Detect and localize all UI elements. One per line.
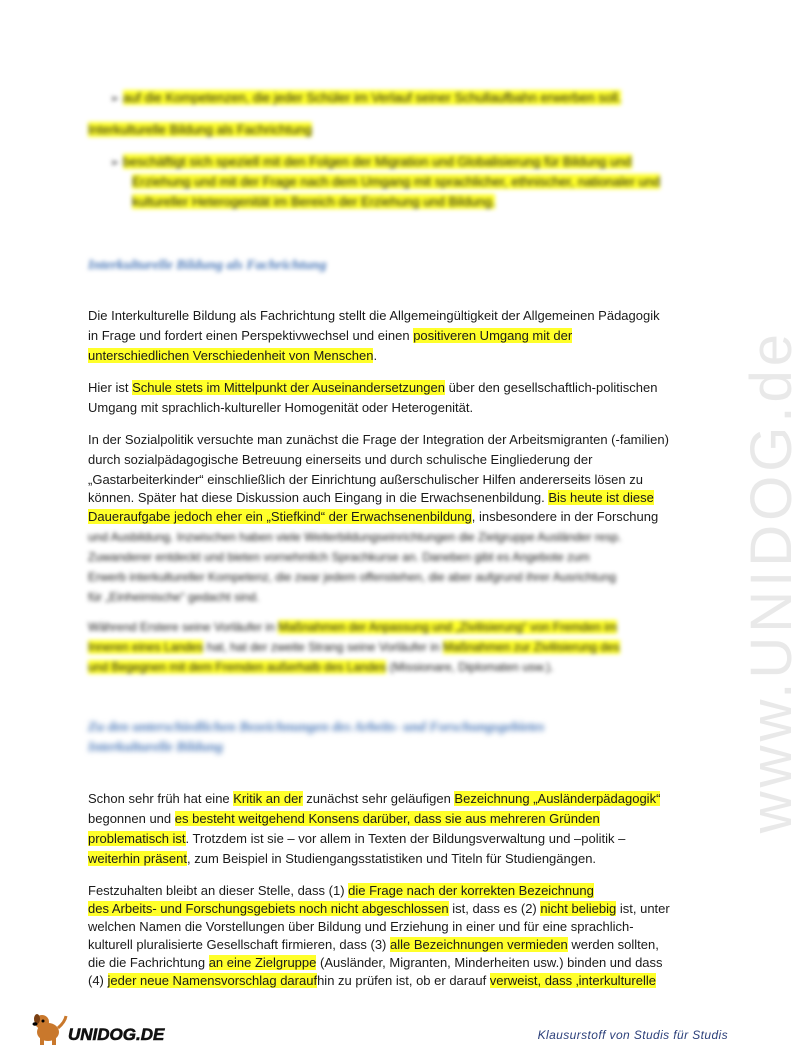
p1-line-1: Die Interkulturelle Bildung als Fachrichtung stellt die Allgemeingültigkeit der Allgemeinen Pädagogik [88, 308, 660, 323]
p2-line-2: Umgang mit sprachlich-kultureller Homogenität oder Heterogenität. [88, 400, 474, 415]
footer-tagline: Klausurstoff von Studis für Studis [537, 1028, 728, 1042]
section-1-heading: Interkulturelle Bildung als Fachrichtung [88, 258, 327, 273]
bullet-1 [110, 88, 621, 109]
subheading-plain: Interkulturelle Bildung als Fachrichtung [88, 122, 313, 137]
p5-line-1: Schon sehr früh hat eine Kritik an der zunächst sehr geläufigen Bezeichnung „Ausländerpädagogik“ [88, 791, 661, 806]
watermark-text: www.UNIDOG.de [739, 330, 804, 834]
section-2-heading-line-1: Zu den unterschiedlichen Bezeichnungen des Arbeits- und Forschungsgebietes [88, 720, 545, 735]
bullet-2-line-2: Erziehung und mit der Frage nach dem Umgang mit sprachlicher, ethnischer, nationaler und [132, 174, 661, 189]
bullet-arrow-icon: ➢ [110, 157, 120, 169]
p6-line-1: Festzuhalten bleibt an dieser Stelle, dass (1) die Frage nach der korrekten Bezeichnung [88, 883, 594, 898]
p6-line-4: kulturell pluralisierte Gesellschaft firmieren, dass (3) alle Bezeichnungen vermieden werden sollten, [88, 937, 659, 952]
p3-line-4: können. Später hat diese Diskussion auch Eingang in die Erwachsenenbildung. Bis heute ist diese [88, 490, 654, 505]
logo-text: UNIDOG.DE [68, 1025, 165, 1044]
bullet-1-text: auf die Kompetenzen, die jeder Schüler im Verlauf seiner Schullaufbahn erwerben soll. [122, 90, 622, 105]
p3-blur-3: Erwerb interkultureller Kompetenz, die zwar jedem offenstehen, die aber aufgrund ihrer Ausrichtung [88, 570, 617, 584]
p4-line-1: Während Erstere seine Vorläufer in Maßnahmen der Anpassung und „Zivilisierung“ von Fremden im [88, 620, 617, 634]
p4-line-3: und Begegnen mit dem Fremden außerhalb des Landes (Missionare, Diplomaten usw.). [88, 660, 554, 674]
p4-line-2: Inneren eines Landes hat, hat der zweite Strang seine Vorläufer in Maßnahmen zur Zivilisierung des [88, 640, 620, 654]
bullet-arrow-icon: ➢ [110, 93, 120, 105]
p2-line-1: Hier ist Schule stets im Mittelpunkt der Auseinandersetzungen über den gesellschaftlich-politischen [88, 380, 658, 395]
p3-line-1: In der Sozialpolitik versuchte man zunächst die Frage der Integration der Arbeitsmigranten (-familien) [88, 432, 669, 447]
p3-blur-4: für „Einheimische“ gedacht sind. [88, 590, 260, 604]
p6-line-5: die die Fachrichtung an eine Zielgruppe (Ausländer, Migranten, Minderheiten usw.) binden und dass [88, 955, 663, 970]
p6-line-3: welchen Namen die Vorstellungen über Bildung und Erziehung in einer und für eine sprachlich- [88, 919, 634, 934]
p5-line-4: weiterhin präsent, zum Beispiel in Studiengangsstatistiken und Titeln für Studiengängen. [88, 851, 597, 866]
p5-line-3: problematisch ist. Trotzdem ist sie – vor allem in Texten der Bildungsverwaltung und –politik – [88, 831, 626, 846]
section-2-heading-line-2: Interkulturelle Bildung [88, 740, 223, 755]
p3-blur-2: Zuwanderer entdeckt und bieten vornehmlich Sprachkurse an. Daneben gibt es Angebote zum [88, 550, 590, 564]
dog-icon [28, 1006, 188, 1050]
p3-blur-1: und Ausbildung. Inzwischen haben viele Weiterbildungseinrichtungen die Zielgruppe Ausländer resp. [88, 530, 622, 544]
p6-line-6: (4) jeder neue Namensvorschlag daraufhin zu prüfen ist, ob er darauf verweist, dass ‚interkulturelle [88, 973, 656, 988]
p5-line-2: begonnen und es besteht weitgehend Konsens darüber, dass sie aus mehreren Gründen [88, 811, 600, 826]
unidog-logo [28, 1006, 188, 1046]
p3-line-3: „Gastarbeiterkinder“ einschließlich der Einrichtung außerschulischer Hilfen andererseits lösen zu [88, 472, 643, 487]
bullet-2: ➢ beschäftigt sich speziell mit den Folgen der Migration und Globalisierung für Bildung und [110, 154, 632, 169]
p1-line-2: in Frage und fordert einen Perspektivwechsel und einen positiveren Umgang mit der [88, 328, 573, 343]
p1-line-3: unterschiedlichen Verschiedenheit von Menschen. [88, 348, 378, 363]
p3-line-2: durch sozialpädagogische Betreuung einerseits und durch schulische Eingliederung der [88, 452, 593, 467]
p6-line-2: des Arbeits- und Forschungsgebiets noch nicht abgeschlossen ist, dass es (2) nicht beliebig ist, unter [88, 901, 670, 916]
p3-line-5: Daueraufgabe jedoch eher ein „Stiefkind“ der Erwachsenenbildung, insbesondere in der Forschung [88, 509, 659, 524]
bullet-2-line-3: kultureller Heterogenität im Bereich der Erziehung und Bildung. [132, 194, 496, 209]
